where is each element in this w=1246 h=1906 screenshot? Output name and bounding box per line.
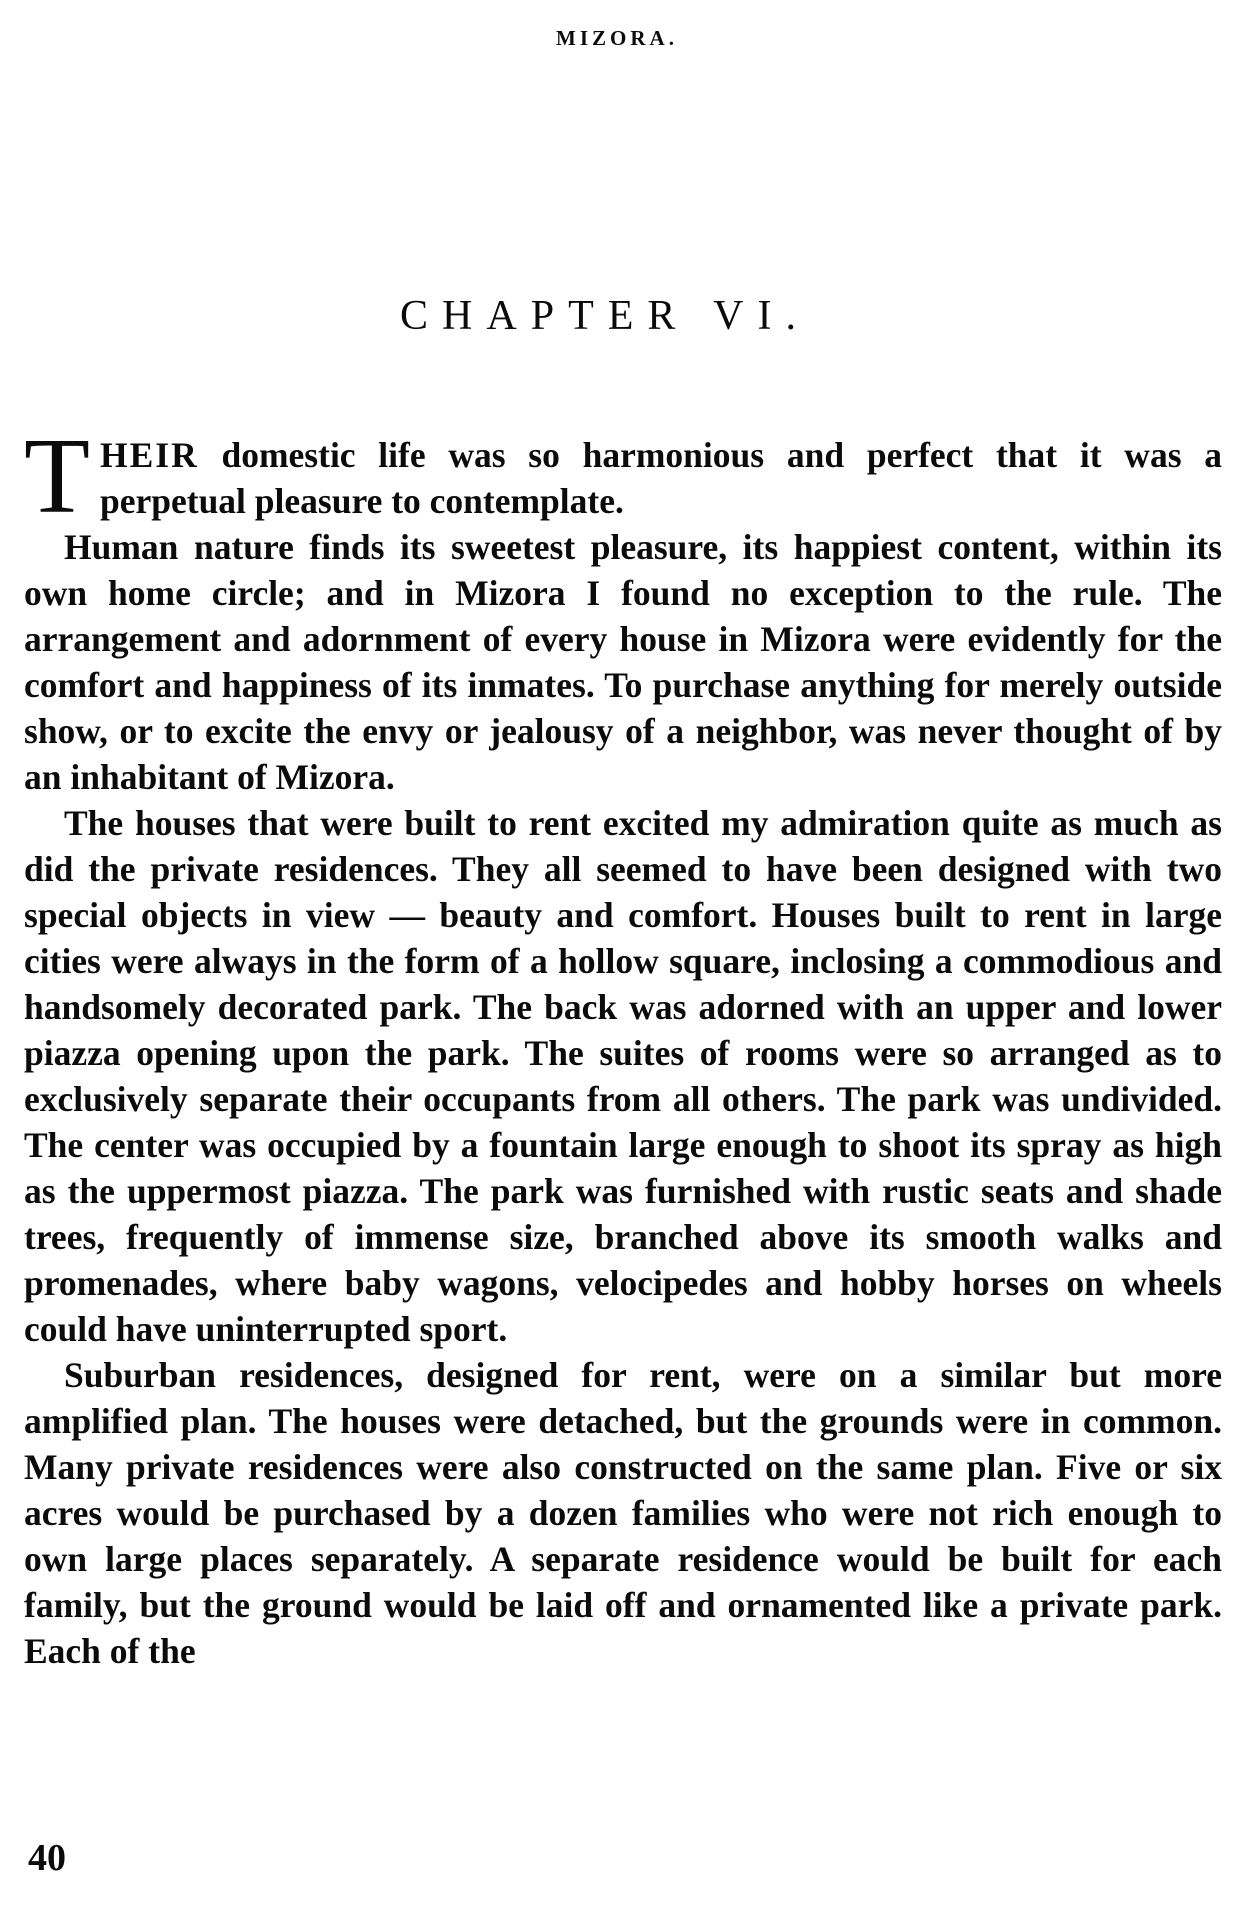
paragraph-2: Human nature finds its sweetest pleasure, its happiest content, within its own home circle; and in Mizora I found no exception to the rule. The arrangement and adornment of every house in Mizora were evidently for the comfort and happiness of its inmates. To purchase anything for merely outside show, or to excite the envy or jealousy of a neighbor, was never thought of by an inhabitant of Mizora.: [24, 527, 1222, 797]
paragraph-3: The houses that were built to rent excited my admiration quite as much as did the private residences. They all seemed to have been designed with two special objects in view — beauty and comfort. Houses built to rent in large cities were always in the form of a hollow square, inclosing a commodious and handsomely decorated park. The back was adorned with an upper and lower piazza opening upon the park. The suites of rooms were so arranged as to exclusively separate their occupants from all others. The park was undivided. The center was occupied by a fountain large enough to shoot its spray as high as the uppermost piazza. The park was furnished with rustic seats and shade trees, frequently of immense size, branched above its smooth walks and promenades, where baby wagons, velocipedes and hobby horses on wheels could have uninterrupted sport.: [24, 803, 1222, 1349]
chapter-body: [24, 417, 1222, 1674]
running-head: MIZORA.: [556, 26, 678, 50]
paragraph-1-text: domestic life was so harmonious and perfect that it was a perpetual pleasure to contemplate.: [99, 435, 1222, 521]
drop-cap: T: [24, 417, 90, 536]
paragraph-1: [24, 417, 1222, 536]
page-number: 40: [28, 1837, 66, 1879]
chapter-title: CHAPTER VI.: [400, 293, 810, 339]
paragraph-4: Suburban residences, designed for rent, were on a similar but more amplified plan. The houses were detached, but the grounds were in common. Many private residences were also constructed on the same plan. Five or six acres would be purchased by a dozen families who were not rich enough to own large places separately. A separate residence would be built for each family, but the ground would be laid off and ornamented like a private park. Each of the: [24, 1355, 1222, 1671]
lead-word: HEIR: [99, 435, 199, 475]
